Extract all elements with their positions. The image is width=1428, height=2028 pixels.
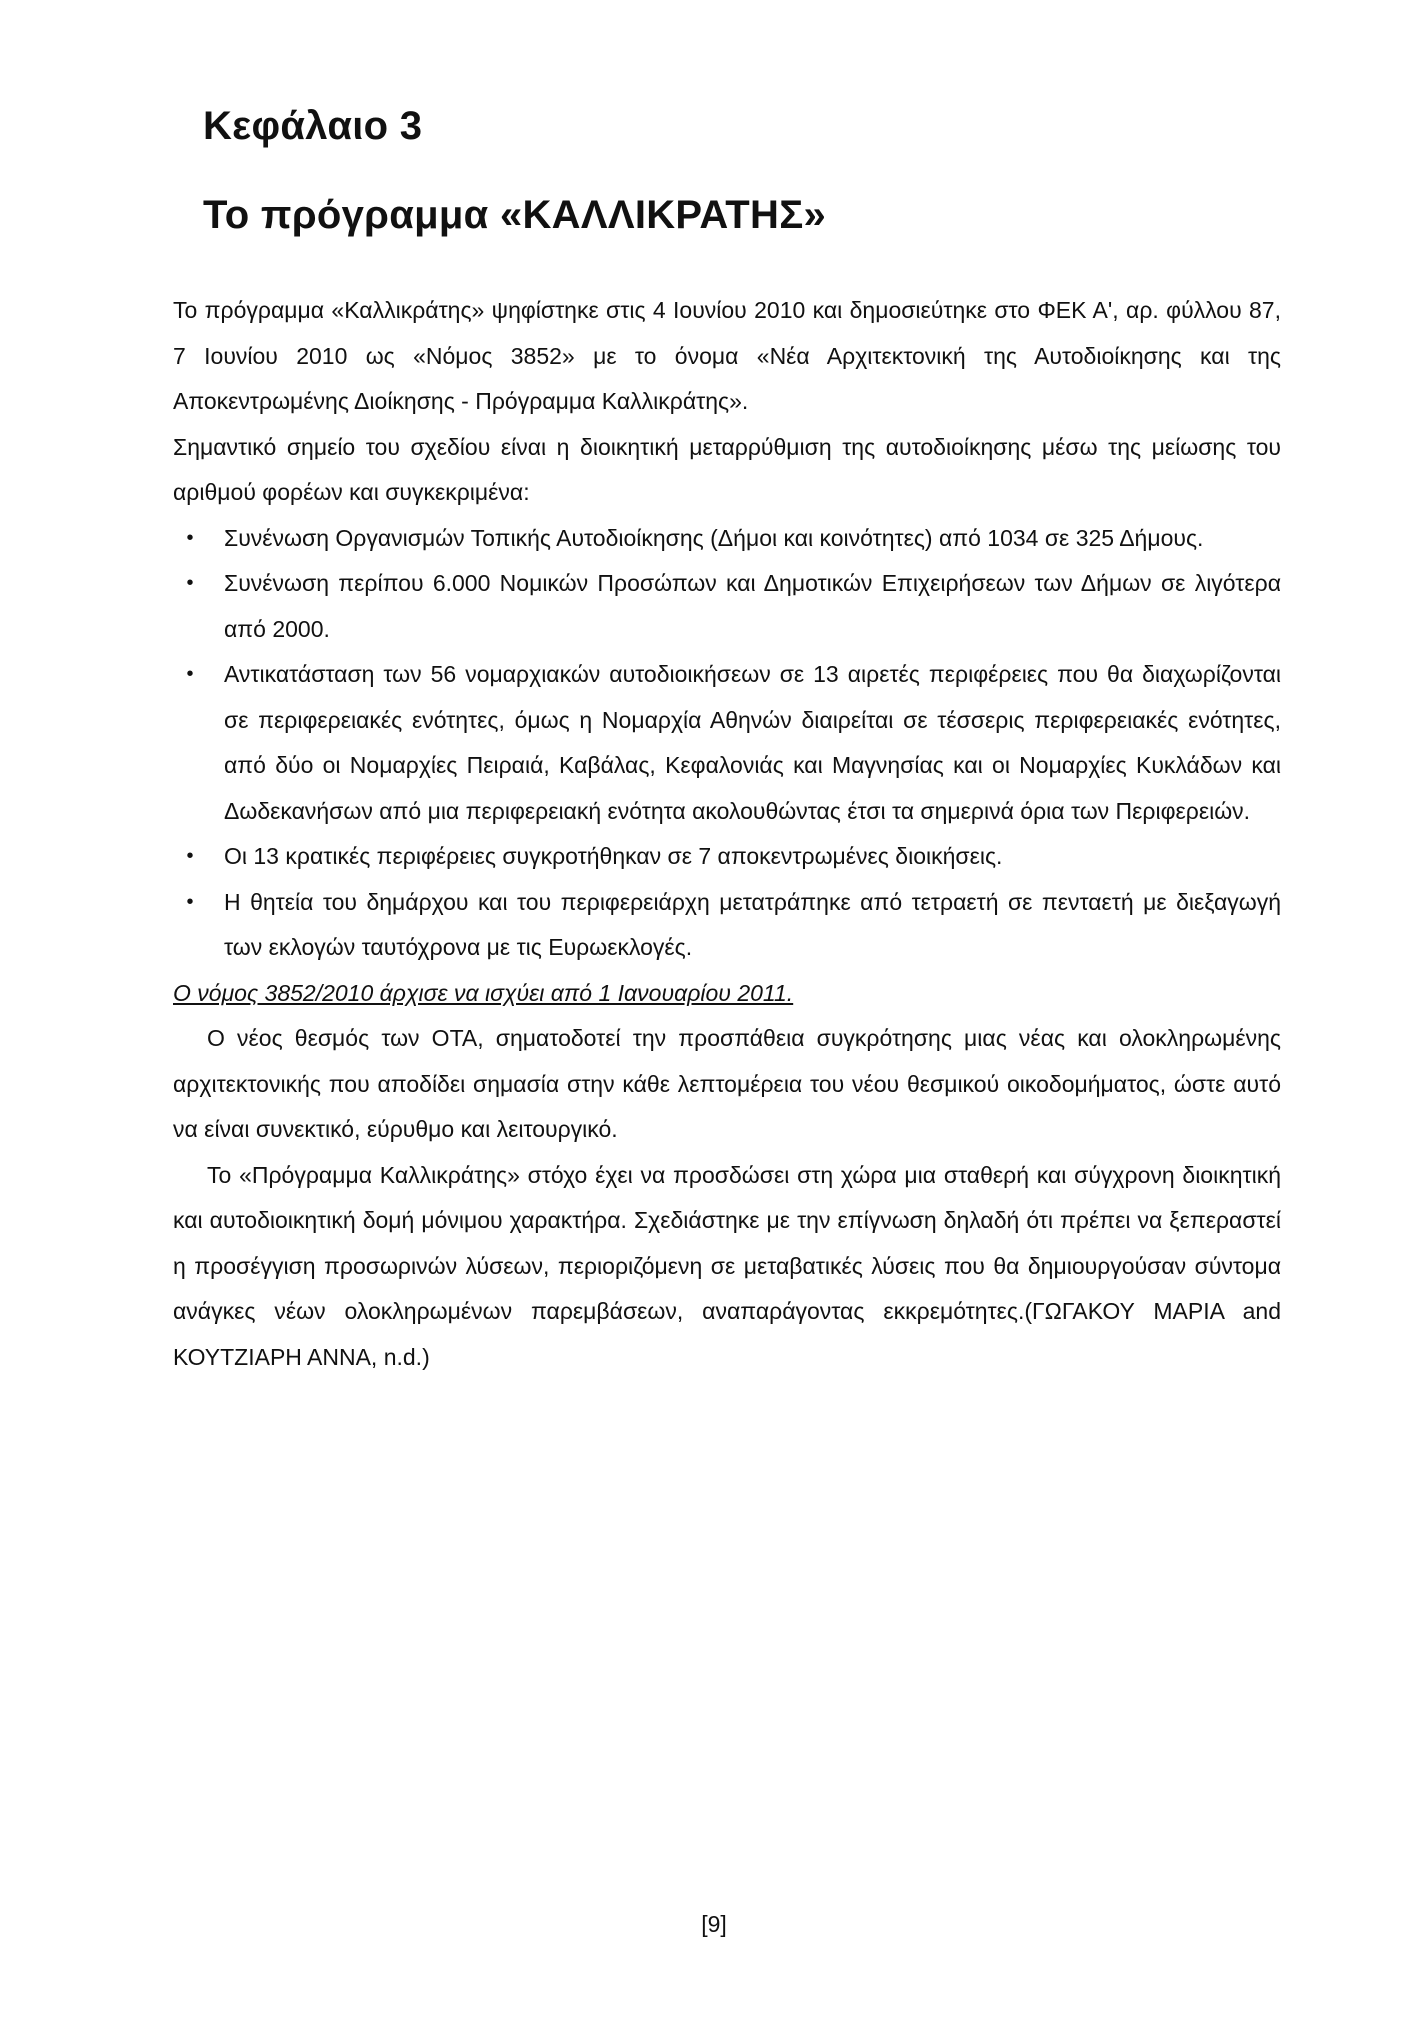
bullet-icon: • (186, 663, 194, 685)
bullet-icon: • (186, 572, 194, 594)
list-item (173, 561, 1281, 652)
document-body (173, 288, 1281, 1380)
list-item-text: Οι 13 κρατικές περιφέρειες συγκροτήθηκαν σε 7 αποκεντρωμένες διοικήσεις. (224, 843, 1003, 869)
reform-bullet-list (173, 516, 1281, 971)
list-item (173, 880, 1281, 971)
list-item (173, 834, 1281, 880)
list-item-text: Αντικατάσταση των 56 νομαρχιακών αυτοδιοικήσεων σε 13 αιρετές περιφέρειες που θα διαχωρίζονται σε περιφερειακές ενότητες, όμως η Νομαρχία Αθηνών διαιρείται σε τέσσερις περιφερειακές ενότητες, από δύο οι Νομαρχίες Πειραιά, Καβάλας, Κεφαλονιάς και Μαγνησίας και οι Νομαρχίες Κυκλάδων και Δωδεκανήσων από μια περιφερειακή ενότητα ακολουθώντας έτσι τα σημερινά όρια των Περιφερειών. (224, 661, 1281, 824)
law-effective-note: Ο νόμος 3852/2010 άρχισε να ισχύει από 1 Ιανουαρίου 2011. (173, 979, 794, 1006)
page-number: [9] (701, 1911, 727, 1937)
bullet-icon: • (186, 845, 194, 867)
chapter-label: Κεφάλαιο 3 (203, 104, 423, 148)
bullet-icon: • (186, 526, 194, 549)
list-item (173, 516, 1281, 562)
list-item (173, 652, 1281, 834)
chapter-title: Το πρόγραμμα «ΚΑΛΛΙΚΡΑΤΗΣ» (203, 193, 827, 237)
goal-paragraph: Το «Πρόγραμμα Καλλικράτης» στόχο έχει να προσδώσει στη χώρα μια σταθερή και σύγχρονη διοικητική και αυτοδιοικητική δομή μόνιμου χαρακτήρα. Σχεδιάστηκε με την επίγνωση δηλαδή ότι πρέπει να ξεπεραστεί η προσέγγιση προσωρινών λύσεων, περιοριζόμενη σε μεταβατικές λύσεις που θα δημιουργούσαν σύντομα ανάγκες νέων ολοκληρωμένων παρεμβάσεων, αναπαράγοντας εκκρεμότητες.(ΓΩΓΑΚΟΥ ΜΑΡΙΑ and ΚΟΥΤΖΙΑΡΗ ΑΝΝΑ, n.d.) (173, 1161, 1281, 1370)
ota-paragraph: Ο νέος θεσμός των ΟΤΑ, σηματοδοτεί την προσπάθεια συγκρότησης μιας νέας και ολοκληρωμένης αρχιτεκτονικής που αποδίδει σημασία στην κάθε λεπτομέρεια του νέου θεσμικού οικοδομήματος, ώστε αυτό να είναι συνεκτικό, εύρυθμο και λειτουργικό. (173, 1025, 1281, 1142)
list-item-text: Συνένωση περίπου 6.000 Νομικών Προσώπων και Δημοτικών Επιχειρήσεων των Δήμων σε λιγότερα από 2000. (224, 570, 1281, 642)
list-item-text: Η θητεία του δημάρχου και του περιφερειάρχη μετατράπηκε από τετραετή σε πενταετή με διεξαγωγή των εκλογών ταυτόχρονα με τις Ευρωεκλογές. (224, 888, 1281, 960)
bullet-icon: • (186, 890, 194, 913)
key-point-paragraph: Σημαντικό σημείο του σχεδίου είναι η διοικητική μεταρρύθμιση της αυτοδιοίκησης μέσω της μείωσης του αριθμού φορέων και συγκεκριμένα: (173, 433, 1281, 505)
list-item-text: Συνένωση Οργανισμών Τοπικής Αυτοδιοίκησης (Δήμοι και κοινότητες) από 1034 σε 325 Δήμους. (224, 524, 1204, 551)
intro-paragraph: Το πρόγραμμα «Καλλικράτης» ψηφίστηκε στις 4 Ιουνίου 2010 και δημοσιεύτηκε στο ΦΕΚ Α', αρ. φύλλου 87, 7 Ιουνίου 2010 ως «Νόμος 3852» με το όνομα «Νέα Αρχιτεκτονική της Αυτοδιοίκησης και της Αποκεντρωμένης Διοίκησης - Πρόγραμμα Καλλικράτης». (173, 297, 1281, 414)
